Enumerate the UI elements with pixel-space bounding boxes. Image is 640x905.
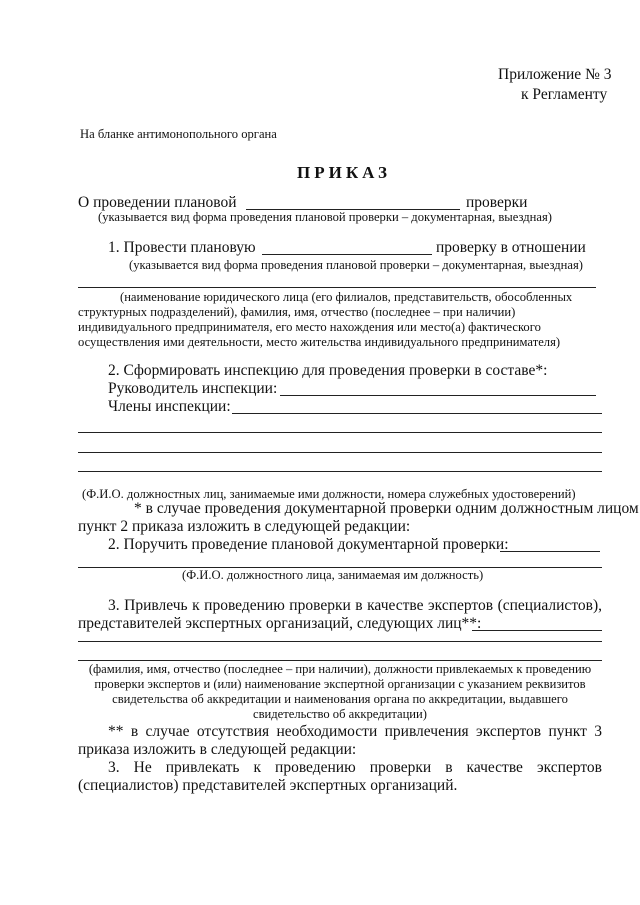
item1-suffix: проверку в отношении <box>436 239 586 256</box>
item3-footnote-line1-text: ** в случае отсутствия необходимости привлечения экспертов пункт 3 <box>108 723 602 740</box>
reglament-reference: к Регламенту <box>521 86 608 103</box>
item1-caption-line: (наименование юридического лица (его филиалов, представительств, обособленных <box>120 290 573 304</box>
inspection-members-blank <box>78 432 602 433</box>
item3-footnote-line: приказа изложить в следующей редакции: <box>78 741 357 758</box>
item3-alt-line1-text: 3. Не привлекать к проведению проверки в качестве экспертов <box>108 759 602 776</box>
item3-caption-line: (фамилия, имя, отчество (последнее – при наличии), должности привлекаемых к проведению <box>88 662 592 676</box>
item3-footnote-line1 <box>108 723 602 741</box>
item1-prefix: 1. Провести плановую <box>108 239 256 256</box>
item1-caption-line: индивидуального предпринимателя, его место нахождения или место(а) фактического <box>78 320 541 334</box>
inspection-members-label: Члены инспекции: <box>108 398 231 415</box>
inspection-head-label: Руководитель инспекции: <box>108 380 278 397</box>
item3-experts-blank <box>78 660 602 661</box>
item3-line2: представителей экспертных организаций, следующих лиц**: <box>78 615 482 632</box>
item1-caption-line: структурных подразделений), фамилия, имя, отчество (последнее – при наличии) <box>78 305 516 319</box>
subject-prefix: О проведении плановой <box>78 194 237 211</box>
inspection-members-blank <box>78 471 602 472</box>
inspection-members-blank <box>232 413 602 414</box>
item3-experts-blank <box>78 641 602 642</box>
item3-alt-line: (специалистов) представителей экспертных организаций. <box>78 777 458 794</box>
item3-caption-line: свидетельство об аккредитации) <box>252 707 427 721</box>
item1-hint: (указывается вид форма проведения плановой проверки – документарная, выездная) <box>129 258 583 272</box>
item2-caption: (Ф.И.О. должностных лиц, занимаемые ими должности, номера служебных удостоверений) <box>82 487 576 501</box>
item1-caption-line: осуществления ими деятельности, место жительства индивидуального предпринимателя) <box>78 335 561 349</box>
item1-check-type-blank <box>262 254 432 255</box>
item3-alt-line1 <box>108 759 602 777</box>
item2-line: 2. Сформировать инспекцию для проведения проверки в составе*: <box>108 362 548 379</box>
item3-caption-line: проверки экспертов и (или) наименование экспертной организации с указанием реквизитов <box>94 677 586 691</box>
item2-alt-blank <box>500 551 600 552</box>
item2-footnote-line: * в случае проведения документарной проверки одним должностным лицом <box>134 500 639 517</box>
inspection-members-blank <box>78 452 602 453</box>
subject-hint: (указывается вид форма проведения плановой проверки – документарная, выездная) <box>98 210 552 224</box>
item3-line1-text: 3. Привлечь к проведению проверки в качестве экспертов (специалистов), <box>108 597 602 614</box>
blank-note: На бланке антимонопольного органа <box>80 127 277 141</box>
item2-footnote-line: пункт 2 приказа изложить в следующей редакции: <box>78 518 411 535</box>
item2-alt-line: 2. Поручить проведение плановой документарной проверки: <box>108 536 509 553</box>
item3-line1 <box>108 597 602 615</box>
document-title: ПРИКАЗ <box>297 163 391 182</box>
subject-suffix: проверки <box>466 194 528 211</box>
appendix-number: Приложение № 3 <box>498 66 612 83</box>
item2-alt-caption: (Ф.И.О. должностного лица, занимаемая им должность) <box>182 568 484 582</box>
item1-entity-blank <box>78 287 596 288</box>
item3-experts-blank <box>472 630 602 631</box>
inspection-head-blank <box>280 395 596 396</box>
item3-caption-line: свидетельства об аккредитации и наименования органа по аккредитации, выдавшего <box>112 692 568 706</box>
